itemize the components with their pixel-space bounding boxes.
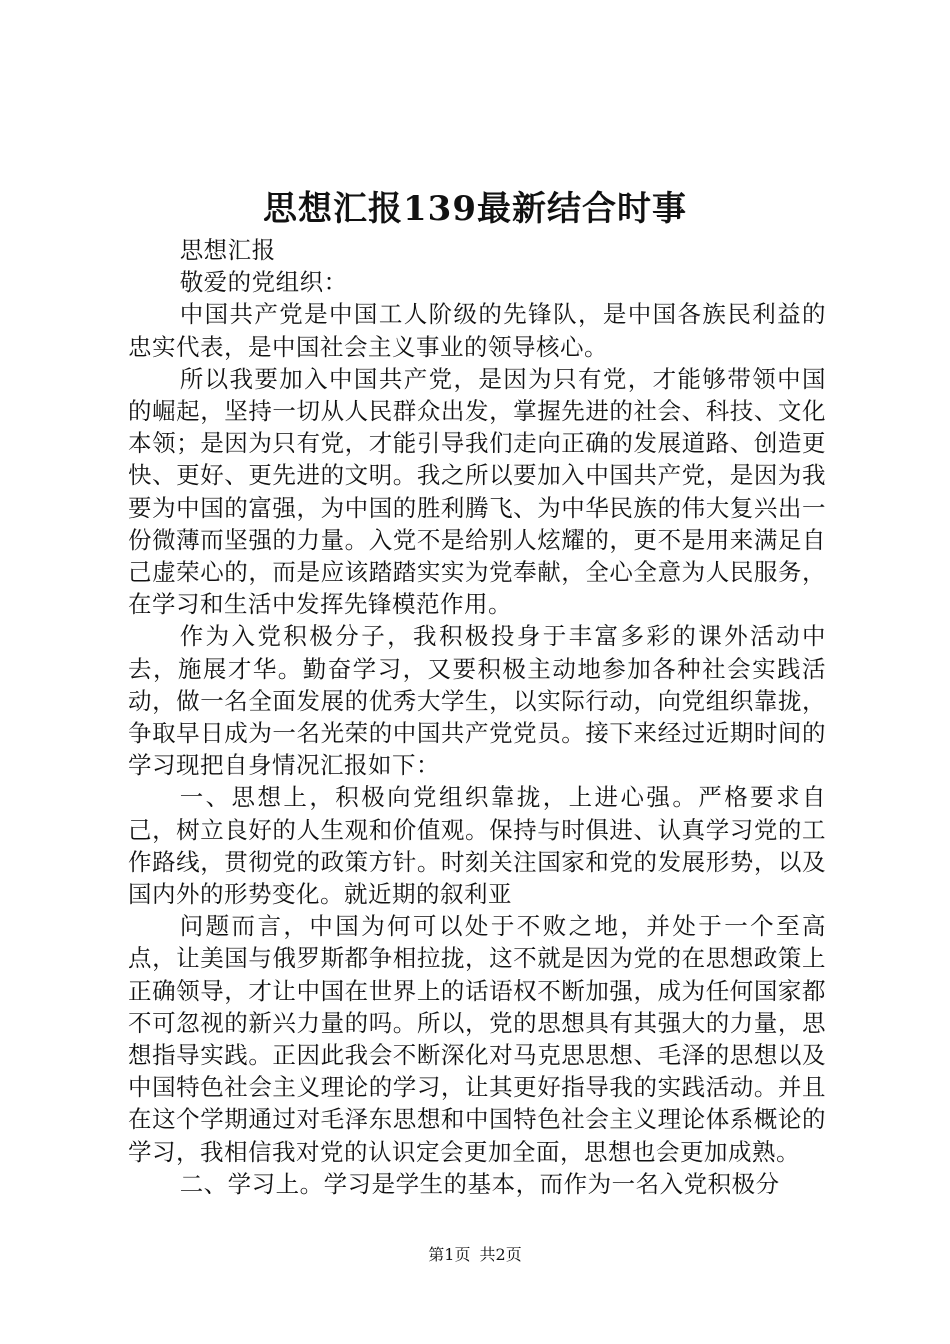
document-title: 思想汇报139最新结合时事 bbox=[263, 189, 687, 229]
paragraph: 所以我要加入中国共产党，是因为只有党，才能够带领中国的崛起，坚持一切从人民群众出发，掌握先进的社会、科技、文化本领；是因为只有党，才能引导我们走向正确的发展道路、创造更快、更好、更先进的文明。我之所以要加入中国共产党，是因为我要为中国的富强，为中国的胜利腾飞、为中华民族的伟大复兴出一份微薄而坚强的力量。入党不是给别人炫耀的，更不是用来满足自己虚荣心的，而是应该踏踏实实为党奉献，全心全意为人民服务，在学习和生活中发挥先锋模范作用。 bbox=[128, 364, 826, 619]
paragraph: 一、思想上，积极向党组织靠拢，上进心强。严格要求自己，树立良好的人生观和价值观。保持与时俱进、认真学习党的工作路线，贯彻党的政策方针。时刻关注国家和党的发展形势，以及国内外的形势变化。就近期的叙利亚 bbox=[128, 783, 826, 909]
document-body bbox=[128, 234, 826, 1200]
paragraph: 问题而言，中国为何可以处于不败之地，并处于一个至高点，让美国与俄罗斯都争相拉拢，这不就是因为党的在思想政策上正确领导，才让中国在世界上的话语权不断加强，成为任何国家都不可忽视的新兴力量的吗。所以，党的思想具有其强大的力量，思想指导实践。正因此我会不断深化对马克思思想、毛泽的思想以及中国特色社会主义理论的学习，让其更好指导我的实践活动。并且在这个学期通过对毛泽东思想和中国特色社会主义理论体系概论的学习，我相信我对党的认识定会更加全面，思想也会更加成熟。 bbox=[128, 912, 826, 1166]
page-total: 共2页 bbox=[479, 1245, 522, 1264]
paragraph-salutation: 敬爱的党组织： bbox=[179, 268, 348, 297]
page-number: 第1页 bbox=[428, 1245, 471, 1264]
paragraph: 中国共产党是中国工人阶级的先锋队，是中国各族民利益的忠实代表，是中国社会主义事业的领导核心。 bbox=[128, 300, 826, 361]
paragraph: 作为入党积极分子，我积极投身于丰富多彩的课外活动中去，施展才华。勤奋学习，又要积极主动地参加各种社会实践活动，做一名全面发展的优秀大学生，以实际行动，向党组织靠拢，争取早日成为一名光荣的中国共产党党员。接下来经过近期时间的学习现把自身情况汇报如下： bbox=[128, 622, 826, 780]
paragraph-heading: 思想汇报 bbox=[179, 236, 276, 264]
page-footer bbox=[0, 1244, 950, 1266]
paragraph: 二、学习上。学习是学生的基本，而作为一名入党积极分 bbox=[179, 1169, 780, 1198]
